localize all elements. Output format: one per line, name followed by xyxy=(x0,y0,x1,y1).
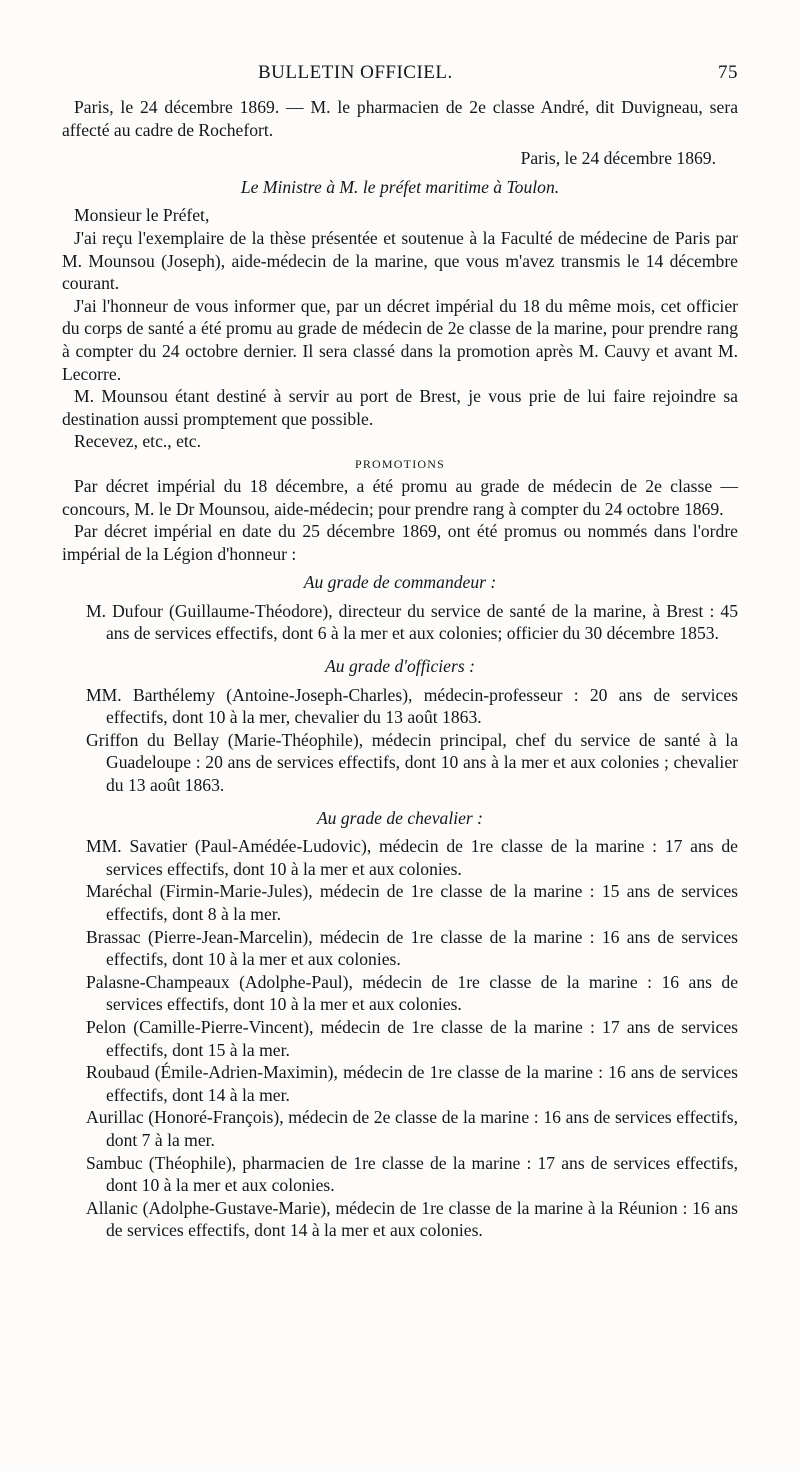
letter-paragraph: J'ai reçu l'exemplaire de la thèse présentée et soutenue à la Faculté de médecine de Paris par M. Mounsou (Joseph), aide-médecin de la marine, que vous m'avez transmis le 14 décembre courant. xyxy=(62,227,738,294)
dateline: Paris, le 24 décembre 1869. xyxy=(520,148,716,169)
honor-entry: Griffon du Bellay (Marie-Théophile), médecin principal, chef du service de santé à la Guadeloupe : 20 ans de services effectifs, dont 10 ans à la mer et aux colonies ; chevalier du 13 août 1863. xyxy=(86,729,738,796)
grade-heading: Au grade de chevalier : xyxy=(316,807,484,828)
honor-entry: Brassac (Pierre-Jean-Marcelin), médecin de 1re classe de la marine : 16 ans de services effectifs, dont 10 à la mer et aux colonies. xyxy=(86,926,738,970)
honor-entry: Roubaud (Émile-Adrien-Maximin), médecin de 1re classe de la marine : 16 ans de services effectifs, dont 14 à la mer. xyxy=(86,1062,738,1105)
honor-entry: MM. Savatier (Paul-Amédée-Ludovic), médecin de 1re classe de la marine : 17 ans de services effectifs, dont 10 à la mer et aux colonies. xyxy=(86,836,738,879)
honor-entry: Pelon (Camille-Pierre-Vincent), médecin de 1re classe de la marine : 17 ans de services effectifs, dont 15 à la mer. xyxy=(86,1016,738,1060)
grade-heading: Au grade d'officiers : xyxy=(325,656,475,677)
promotion-paragraph: Par décret impérial du 18 décembre, a été promu au grade de médecin de 2e classe — concours, M. le Dr Mounsou, aide-médecin; pour prendre rang à compter du 24 octobre 1869. xyxy=(62,475,738,519)
running-title: BULLETIN OFFICIEL. xyxy=(258,62,453,83)
honor-entry: Palasne-Champeaux (Adolphe-Paul), médecin de 1re classe de la marine : 16 ans de services effectifs, dont 10 à la mer et aux colonies. xyxy=(86,971,738,1015)
grade-heading: Au grade de commandeur : xyxy=(303,572,497,593)
promotion-paragraph: Par décret impérial en date du 25 décembre 1869, ont été promus ou nommés dans l'ordre impérial de la Légion d'honneur : xyxy=(62,521,738,564)
section-heading: PROMOTIONS xyxy=(354,456,445,471)
salutation: Monsieur le Préfet, xyxy=(74,205,210,226)
letter-address: Le Ministre à M. le préfet maritime à Toulon. xyxy=(240,176,560,197)
letter-paragraph: J'ai l'honneur de vous informer que, par un décret impérial du 18 du même mois, cet officier du corps de santé a été promu au grade de médecin de 2e classe de la marine, pour prendre rang à compter du 24 octobre dernier. Il sera classé dans la promotion après M. Cauvy et avant M. Lecorre. xyxy=(62,295,738,384)
decision-paragraph: Paris, le 24 décembre 1869. — M. le pharmacien de 2e classe André, dit Duvigneau, sera affecté au cadre de Rochefort. xyxy=(62,97,738,140)
page-header xyxy=(258,62,738,96)
letter-closing: Recevez, etc., etc. xyxy=(74,431,201,452)
letter-paragraph: M. Mounsou étant destiné à servir au port de Brest, je vous prie de lui faire rejoindre sa destination aussi promptement que possible. xyxy=(62,386,738,429)
honor-entry: M. Dufour (Guillaume-Théodore), directeur du service de santé de la marine, à Brest : 45 ans de services effectifs, dont 6 à la mer et aux colonies; officier du 30 décembre 1853. xyxy=(86,600,738,644)
honor-entry: Maréchal (Firmin-Marie-Jules), médecin de 1re classe de la marine : 15 ans de services effectifs, dont 8 à la mer. xyxy=(86,881,738,924)
honor-entry: Sambuc (Théophile), pharmacien de 1re classe de la marine : 17 ans de services effectifs, dont 10 à la mer et aux colonies. xyxy=(86,1152,738,1196)
honor-entry: MM. Barthélemy (Antoine-Joseph-Charles), médecin-professeur : 20 ans de services effectifs, dont 10 à la mer, chevalier du 13 août 1863. xyxy=(86,684,738,728)
honor-entry: Allanic (Adolphe-Gustave-Marie), médecin de 1re classe de la marine à la Réunion : 16 ans de services effectifs, dont 14 à la mer et aux colonies. xyxy=(86,1197,738,1241)
honor-entry: Aurillac (Honoré-François), médecin de 2e classe de la marine : 16 ans de services effectifs, dont 7 à la mer. xyxy=(86,1107,738,1150)
page-number: 75 xyxy=(718,62,738,83)
